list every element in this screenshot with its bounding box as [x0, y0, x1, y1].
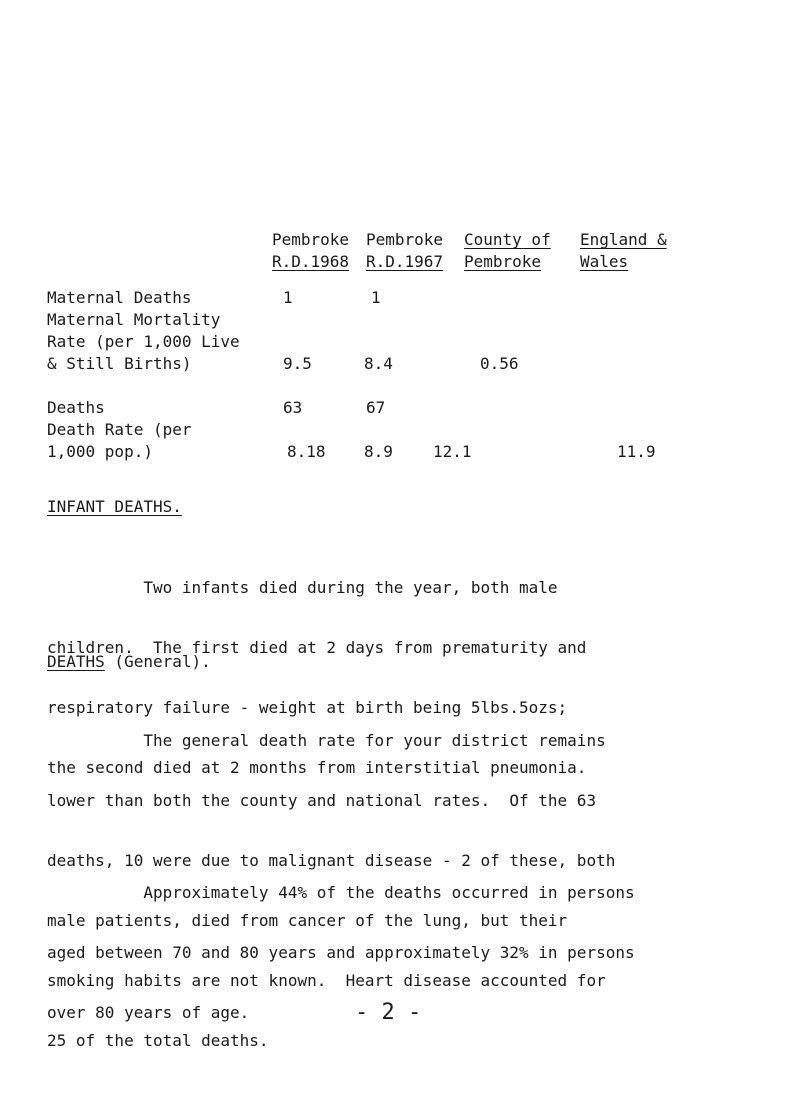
row-label-line: 1,000 pop.) [47, 442, 153, 461]
col-header-pembroke-1967-line2: R.D.1967 [366, 252, 444, 271]
cell-value: 11.9 [617, 442, 656, 461]
paragraph-line: The general death rate for your district remains [47, 731, 606, 750]
paragraph-line: male patients, died from cancer of the lung, but their [47, 911, 568, 930]
section-heading-deaths-general [47, 652, 211, 672]
row-label: Maternal Deaths [47, 288, 192, 307]
cell-value: 1 [371, 288, 381, 307]
paragraph-line: aged between 70 and 80 years and approximately 32% in persons [47, 943, 635, 962]
paragraph-line: Two infants died during the year, both male [47, 578, 558, 597]
cell-value: 9.5 [283, 354, 312, 373]
row-label-line: Rate (per 1,000 Live [47, 332, 240, 351]
paragraph-line: lower than both the county and national rates. Of the 63 [47, 791, 597, 810]
paragraph-line: smoking habits are not known. Heart disease accounted for [47, 971, 606, 990]
row-label-line: & Still Births) [47, 354, 192, 373]
paragraph-line: Approximately 44% of the deaths occurred in persons [47, 883, 635, 902]
col-header-county-line1: County of [464, 230, 551, 249]
page-number: - 2 - [355, 1000, 422, 1025]
col-header-county-line2: Pembroke [464, 252, 542, 271]
cell-value: 8.9 [364, 442, 393, 461]
cell-value: 1 [283, 288, 293, 307]
paragraph-line: over 80 years of age. [47, 1003, 250, 1022]
paragraph-line: children. The first died at 2 days from prematurity and [47, 638, 587, 657]
heading-rest: (General). [104, 652, 211, 671]
cell-value: 8.4 [364, 354, 393, 373]
row-label-line: Maternal Mortality [47, 310, 221, 329]
cell-value: 12.1 [433, 442, 472, 461]
row-label: Deaths [47, 398, 105, 417]
paragraph-line: the second died at 2 months from interstitial pneumonia. [47, 758, 587, 777]
col-header-pembroke-1967-line1: Pembroke [366, 230, 444, 249]
col-header-england-wales-line1: England & [580, 230, 667, 249]
paragraph-line: 25 of the total deaths. [47, 1031, 269, 1050]
section-heading-infant-deaths: INFANT DEATHS. [47, 497, 182, 516]
col-header-pembroke-1968-line1: Pembroke [272, 230, 350, 249]
cell-value: 67 [366, 398, 386, 417]
cell-value: 8.18 [287, 442, 326, 461]
col-header-england-wales-line2: Wales [580, 252, 629, 271]
cell-value: 63 [283, 398, 303, 417]
paragraph-line: respiratory failure - weight at birth being 5lbs.5ozs; [47, 698, 568, 717]
paragraph-line: deaths, 10 were due to malignant disease - 2 of these, both [47, 851, 616, 870]
cell-value: 0.56 [480, 354, 519, 373]
heading-underlined: DEATHS [47, 652, 105, 671]
col-header-pembroke-1968-line2: R.D.1968 [272, 252, 350, 271]
row-label-line: Death Rate (per [47, 420, 192, 439]
